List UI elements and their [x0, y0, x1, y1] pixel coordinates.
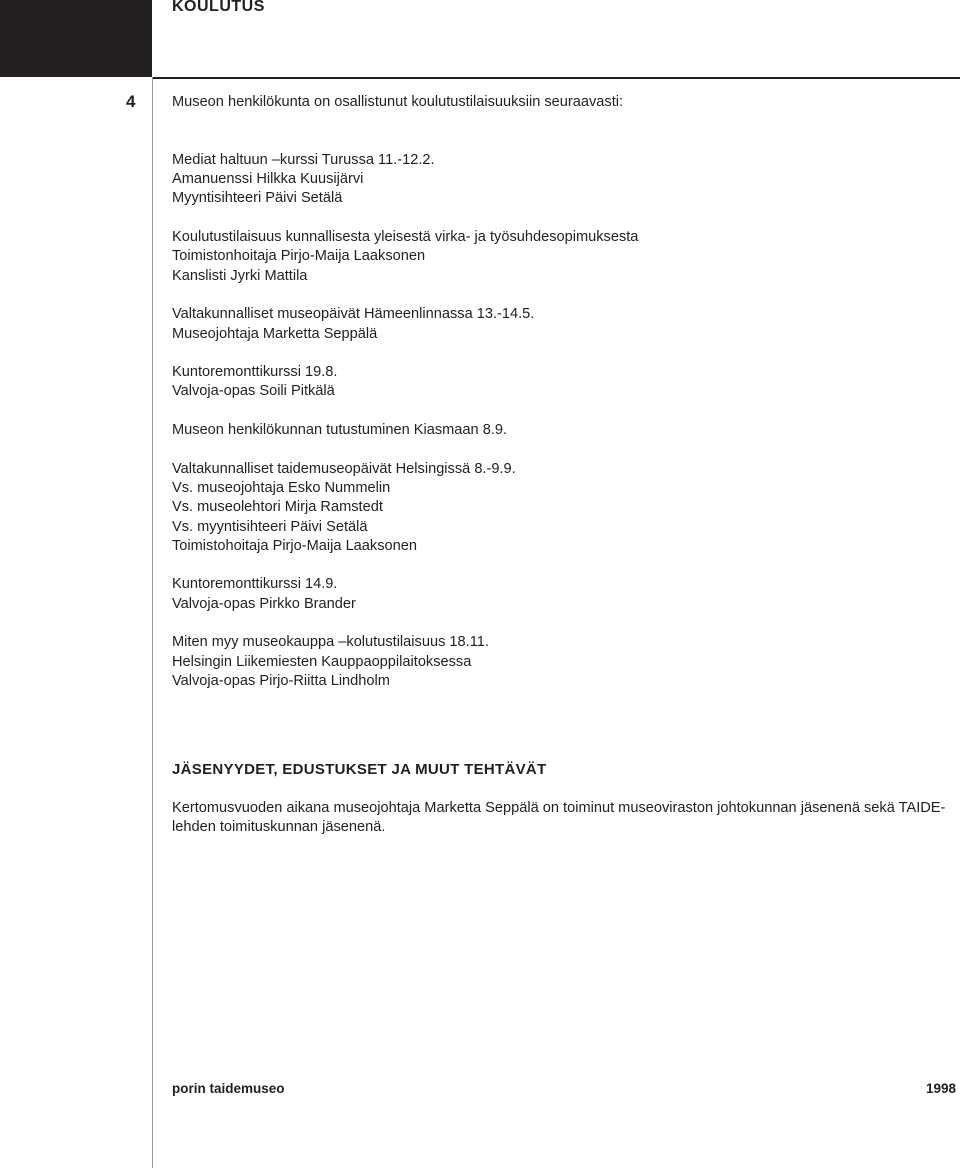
footer-year: 1998	[925, 1081, 956, 1096]
training-title: Mediat haltuun –kurssi Turussa 11.-12.2.	[172, 151, 435, 168]
training-item	[172, 460, 952, 556]
training-participant: Myyntisihteeri Päivi Setälä	[172, 190, 343, 207]
training-item	[172, 228, 952, 286]
training-participant: Valvoja-opas Pirkko Brander	[172, 595, 356, 612]
training-item	[172, 421, 952, 440]
membership-heading: JÄSENYYDET, EDUSTUKSET JA MUUT TEHTÄVÄT	[172, 761, 547, 778]
training-title: Koulutustilaisuus kunnallisesta yleisestä virka- ja työsuhdesopimuksesta	[172, 229, 639, 246]
training-item	[172, 633, 952, 691]
training-participant: Vs. museolehtori Mirja Ramstedt	[172, 499, 383, 516]
training-participant: Vs. myyntisihteeri Päivi Setälä	[172, 518, 368, 535]
training-title: Kuntoremonttikurssi 14.9.	[172, 576, 338, 593]
membership-text: Kertomusvuoden aikana museojohtaja Marketta Seppälä on toiminut museoviraston johtokunnan jäsenenä sekä TAIDE-lehden toimituskunnan jäsenenä.	[172, 800, 946, 836]
header-black-block	[0, 0, 152, 77]
page-number: 4	[126, 92, 136, 111]
training-item	[172, 363, 952, 402]
training-item	[172, 305, 952, 344]
margin-divider	[152, 77, 153, 1168]
intro-text: Museon henkilökunta on osallistunut koulutustilaisuuksiin seuraavasti:	[172, 94, 624, 110]
training-title: Miten myy museokauppa –kolutustilaisuus 18.11.	[172, 634, 489, 651]
training-participant: Museojohtaja Marketta Seppälä	[172, 325, 378, 342]
training-title: Kuntoremonttikurssi 19.8.	[172, 364, 338, 381]
training-item	[172, 151, 952, 209]
training-participant: Valvoja-opas Soili Pitkälä	[172, 383, 335, 400]
training-participant: Toimistohoitaja Pirjo-Maija Laaksonen	[172, 537, 417, 554]
training-participant: Amanuenssi Hilkka Kuusijärvi	[172, 171, 364, 188]
training-participant: Kanslisti Jyrki Mattila	[172, 267, 308, 284]
training-participant: Toimistonhoitaja Pirjo-Maija Laaksonen	[172, 248, 426, 265]
training-item	[172, 575, 952, 614]
training-title: Valtakunnalliset taidemuseopäivät Helsingissä 8.-9.9.	[172, 460, 516, 477]
training-section	[172, 93, 952, 711]
training-participant: Helsingin Liikemiesten Kauppaoppilaitoksessa	[172, 653, 472, 670]
section-title: KOULUTUS	[172, 0, 265, 15]
header-divider	[152, 77, 960, 79]
footer-publisher: porin taidemuseo	[172, 1081, 285, 1096]
training-title: Museon henkilökunnan tutustuminen Kiasmaan 8.9.	[172, 422, 508, 439]
training-participant: Valvoja-opas Pirjo-Riitta Lindholm	[172, 672, 390, 689]
training-title: Valtakunnalliset museopäivät Hämeenlinnassa 13.-14.5.	[172, 306, 535, 323]
training-list	[172, 151, 952, 691]
training-participant: Vs. museojohtaja Esko Nummelin	[172, 479, 391, 496]
